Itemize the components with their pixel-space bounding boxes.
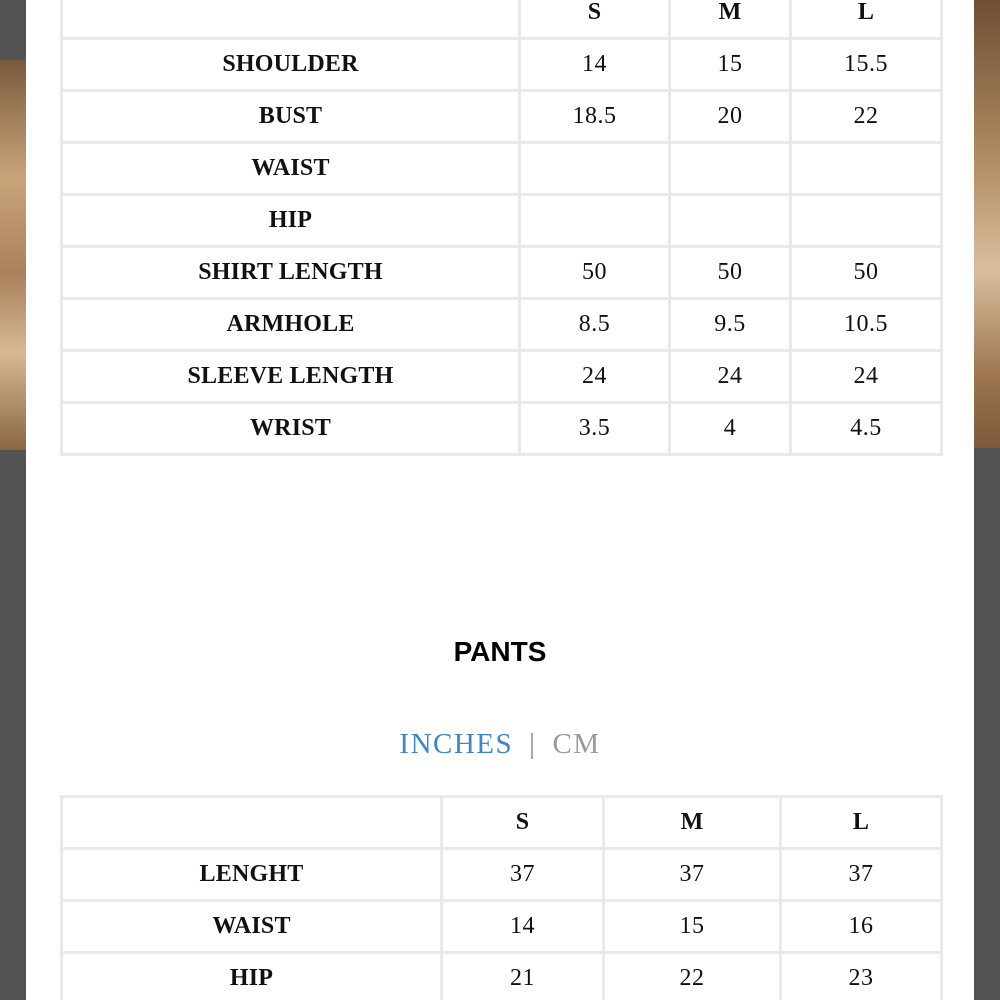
unit-inches-link[interactable]: INCHES [399,728,514,760]
unit-separator: | [529,728,537,760]
row-label: SHIRT LENGTH [62,247,520,299]
value-cell-s: 18.5 [520,91,670,143]
table-row [62,299,942,351]
value-cell-s: 3.5 [520,403,670,455]
value-cell-m: 20 [670,91,791,143]
row-label: HIP [62,195,520,247]
table-header-row [62,797,942,849]
row-label: WAIST [62,143,520,195]
unit-cm-link[interactable]: CM [552,728,601,760]
pants-section-title: PANTS [453,636,547,667]
header-cell-m: M [670,0,791,39]
row-label: ARMHOLE [62,299,520,351]
row-label: HIP [62,953,442,1000]
value-cell-l: 24 [791,351,942,403]
size-chart-panel [26,0,974,1000]
value-cell-m [670,143,791,195]
table-row [62,39,942,91]
table-header-row [62,0,942,39]
table-row [62,143,942,195]
header-cell-s: S [520,0,670,39]
value-cell-s: 14 [442,901,604,953]
value-cell-s: 24 [520,351,670,403]
value-cell-m: 37 [604,849,781,901]
value-cell-l [791,195,942,247]
value-cell-s: 50 [520,247,670,299]
header-cell-m: M [604,797,781,849]
value-cell-m: 50 [670,247,791,299]
backdrop-photo-left [0,60,26,450]
unit-toggle [26,728,974,761]
value-cell-l [791,143,942,195]
row-label: BUST [62,91,520,143]
value-cell-l: 15.5 [791,39,942,91]
value-cell-m: 22 [604,953,781,1000]
value-cell-l: 50 [791,247,942,299]
table-row [62,901,942,953]
value-cell-s: 14 [520,39,670,91]
header-cell-empty [62,0,520,39]
table-row [62,351,942,403]
table-row [62,953,942,1000]
header-cell-empty [62,797,442,849]
row-label: SHOULDER [62,39,520,91]
row-label: WRIST [62,403,520,455]
table-row [62,849,942,901]
value-cell-l: 16 [781,901,942,953]
value-cell-l: 10.5 [791,299,942,351]
value-cell-s [520,143,670,195]
backdrop-photo-right [974,0,1000,448]
shirt-size-table [60,0,943,456]
header-cell-s: S [442,797,604,849]
value-cell-l: 23 [781,953,942,1000]
table-row [62,91,942,143]
header-cell-l: L [781,797,942,849]
row-label: SLEEVE LENGTH [62,351,520,403]
row-label: WAIST [62,901,442,953]
value-cell-l: 4.5 [791,403,942,455]
value-cell-s: 21 [442,953,604,1000]
value-cell-m [670,195,791,247]
value-cell-s: 37 [442,849,604,901]
value-cell-m: 9.5 [670,299,791,351]
table-row [62,195,942,247]
value-cell-m: 15 [670,39,791,91]
value-cell-s: 8.5 [520,299,670,351]
value-cell-m: 24 [670,351,791,403]
table-row [62,247,942,299]
header-cell-l: L [791,0,942,39]
value-cell-m: 4 [670,403,791,455]
value-cell-m: 15 [604,901,781,953]
value-cell-l: 22 [791,91,942,143]
table-row [62,403,942,455]
value-cell-l: 37 [781,849,942,901]
value-cell-s [520,195,670,247]
pants-size-table [60,795,943,1000]
row-label: LENGHT [62,849,442,901]
